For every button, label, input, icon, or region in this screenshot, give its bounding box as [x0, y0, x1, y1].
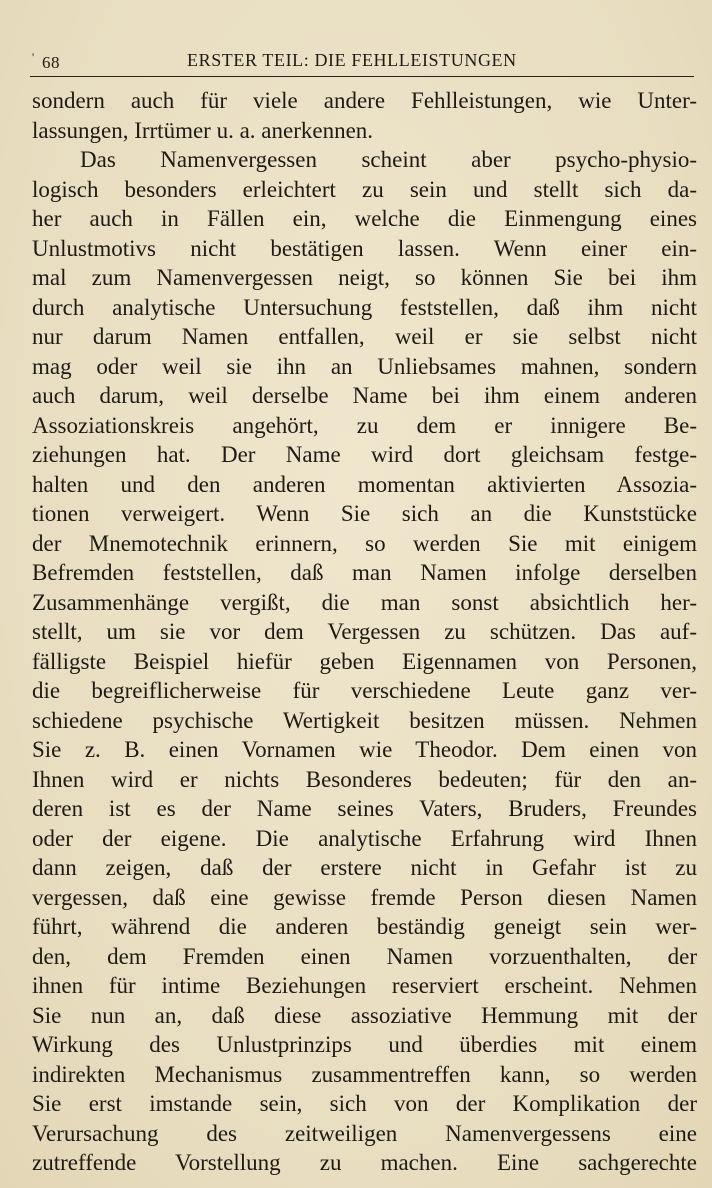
text-line: den, dem Fremden einen Namen vorzuenthalten, der: [32, 943, 697, 969]
text-line: stellt, um sie vor dem Vergessen zu schützen. Das auf-: [32, 619, 697, 644]
text-line: führt, während die anderen beständig geneigt sein wer-: [32, 914, 697, 939]
text-line: Unlustmotivs nicht bestätigen lassen. Wenn einer ein-: [32, 235, 697, 261]
text-line: ziehungen hat. Der Name wird dort gleichsam festge-: [32, 442, 697, 467]
text-line: lassungen, Irrtümer u. a. anerkennen.: [32, 117, 374, 143]
page-mark: ': [32, 50, 35, 64]
running-head-title: ERSTER TEIL: DIE FEHLLEISTUNGEN: [187, 50, 517, 70]
text-line: indirekten Mechanismus zusammentreffen kann, so werden: [32, 1061, 697, 1087]
text-line: Verursachung des zeitweiligen Namenvergessens eine: [32, 1120, 697, 1146]
text-line: mal zum Namenvergessen neigt, so können Sie bei ihm: [32, 265, 697, 290]
text-line: die begreiflicherweise für verschiedene Leute ganz ver-: [32, 678, 697, 703]
text-line: sondern auch für viele andere Fehlleistungen, wie Unter-: [32, 88, 697, 113]
running-head: [32, 50, 694, 74]
text-line: durch analytische Untersuchung feststellen, daß ihm nicht: [32, 294, 697, 320]
text-line: mag oder weil sie ihn an Unliebsames mahnen, sondern: [32, 353, 697, 379]
text-line: Zusammenhänge vergißt, die man sonst absichtlich her-: [32, 589, 697, 615]
text-line: Ihnen wird er nichts Besonderes bedeuten; für den an-: [32, 766, 697, 792]
text-line: tionen verweigert. Wenn Sie sich an die Kunststücke: [32, 501, 697, 526]
text-line: Wirkung des Unlustprinzips und überdies mit einem: [32, 1032, 697, 1057]
text-line: Das Namenvergessen scheint aber psycho-physio-: [80, 147, 697, 172]
text-line: Sie z. B. einen Vornamen wie Theodor. Dem einen von: [32, 737, 697, 762]
text-line: vergessen, daß eine gewisse fremde Person diesen Namen: [32, 884, 697, 910]
text-line: oder der eigene. Die analytische Erfahrung wird Ihnen: [32, 825, 697, 851]
text-line: ihnen für intime Beziehungen reserviert erscheint. Nehmen: [32, 973, 697, 998]
text-line: halten und den anderen momentan aktivierten Assozia-: [32, 471, 697, 497]
text-line: der Mnemotechnik erinnern, so werden Sie mit einigem: [32, 530, 697, 556]
text-line: logisch besonders erleichtert zu sein und stellt sich da-: [32, 176, 697, 202]
text-line: her auch in Fällen ein, welche die Einmengung eines: [32, 206, 697, 231]
text-line: auch darum, weil derselbe Name bei ihm einem anderen: [32, 383, 697, 408]
text-line: nur darum Namen entfallen, weil er sie selbst nicht: [32, 324, 697, 349]
text-line: Befremden feststellen, daß man Namen infolge derselben: [32, 560, 697, 585]
text-line: Assoziationskreis angehört, zu dem er innigere Be-: [32, 412, 697, 438]
body-text: [32, 86, 697, 1178]
text-line: fälligste Beispiel hiefür geben Eigennamen von Personen,: [32, 648, 697, 674]
text-line: dann zeigen, daß der erstere nicht in Gefahr ist zu: [32, 855, 697, 880]
text-line: Sie nun an, daß diese assoziative Hemmung mit der: [32, 1002, 697, 1028]
page-number: 68: [42, 53, 60, 72]
text-line: schiedene psychische Wertigkeit besitzen müssen. Nehmen: [32, 707, 697, 733]
text-line: zutreffende Vorstellung zu machen. Eine sachgerechte: [32, 1150, 697, 1175]
text-line: Sie erst imstande sein, sich von der Komplikation der: [32, 1091, 697, 1116]
header-rule: [30, 76, 694, 77]
text-line: deren ist es der Name seines Vaters, Bruders, Freundes: [32, 796, 697, 821]
